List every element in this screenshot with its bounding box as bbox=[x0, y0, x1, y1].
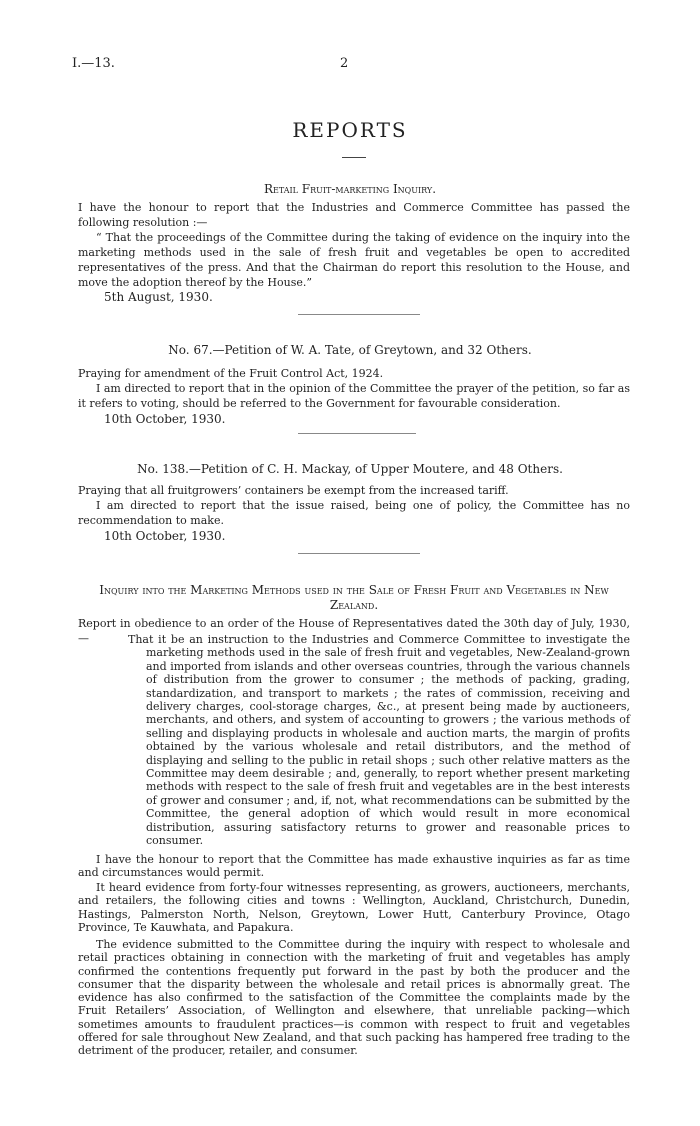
petition-67-date: 10th October, 1930. bbox=[104, 412, 226, 426]
retail-inquiry-quote: “ That the proceedings of the Committee during the taking of evidence on the inquiry into the marketing methods used in the sale of fresh fruit and vegetables be open to accredited representatives of the press. And that the Chairman do report this resolution to the House, and move the adoption thereof by the House.” bbox=[78, 231, 630, 289]
petition-138-heading: No. 138.—Petition of C. H. Mackay, of Upper Moutere, and 48 Others. bbox=[137, 462, 563, 476]
marketing-inquiry-report-line: Report in obedience to an order of the House of Representatives dated the 30th day of July, 1930,— bbox=[78, 617, 630, 645]
page-reference: I.—13. bbox=[72, 56, 115, 71]
section-divider bbox=[298, 553, 420, 554]
petition-138-date: 10th October, 1930. bbox=[104, 529, 226, 543]
petition-67-report: I am directed to report that in the opinion of the Committee the prayer of the petition, so far as it refers to voting, should be referred to the Government for favourable consideration. bbox=[78, 382, 630, 410]
retail-inquiry-heading: Retail Fruit-marketing Inquiry. bbox=[263, 182, 437, 196]
page-number: 2 bbox=[340, 56, 349, 71]
retail-inquiry-date: 5th August, 1930. bbox=[104, 290, 213, 304]
section-divider bbox=[298, 314, 420, 315]
petition-67-praying: Praying for amendment of the Fruit Control Act, 1924. bbox=[78, 367, 384, 380]
marketing-inquiry-para-2: It heard evidence from forty-four witnesses representing, as growers, auctioneers, merchants, and retailers, the following cities and towns : Wellington, Auckland, Christchurch, Dunedin, Hastings, Palmerston North, Nelson, Greytown, Lower Hutt, Canterbury Province, Otago Province, Te Kauwhata, and Papakura. bbox=[78, 881, 630, 934]
retail-inquiry-body: I have the honour to report that the Industries and Commerce Committee has passed the following resolution :— bbox=[78, 201, 630, 229]
marketing-inquiry-para-1: I have the honour to report that the Committee has made exhaustive inquiries as far as time and circumstances would permit. bbox=[78, 853, 630, 880]
marketing-inquiry-para-3: The evidence submitted to the Committee during the inquiry with respect to wholesale and retail practices obtaining in connection with the marketing of fruit and vegetables has amply confirmed the contentions frequently put forward in the past by both the producer and the consumer that the disparity between the wholesale and retail prices is abnormally great. The evidence has also confirmed to the satisfaction of the Committee the complaints made by the Fruit Retailers’ Association, of Wellington and elsewhere, that unreliable packing—which sometimes amounts to fraudulent practices—is common with respect to fruit and vegetables offered for sale throughout New Zealand, and that such packing has hampered free trading to the detriment of the producer, retailer, and consumer. bbox=[78, 938, 630, 1058]
page-title: REPORTS bbox=[292, 118, 408, 142]
marketing-inquiry-heading: Inquiry into the Marketing Methods used in the Sale of Fresh Fruit and Vegetables in New Zealand. bbox=[99, 583, 609, 612]
marketing-inquiry-instruction: That it be an instruction to the Industries and Commerce Committee to investigate the marketing methods used in the sale of fresh fruit and vegetables, New-Zealand-grown and imported from islands and other overseas countries, through the various channels of distribution from the grower to consumer ; the methods of packing, grading, standardization, and transport to markets ; the rates of commission, receiving and delivery charges, cool-storage charges, &c., at present being made by auctioneers, merchants, and others, and system of accounting to growers ; the various methods of selling and displaying products in wholesale and auction marts, the margin of profits obtained by the various wholesale and retail distributors, and the method of displaying and selling to the public in retail shops ; such other relative matters as the Committee may deem desirable ; and, generally, to report whether present marketing methods with respect to the sale of fresh fruit and vegetables are in the best interests of grower and consumer ; and, if, not, what recommendations can be submitted by the Committee, the general adoption of which would result in more economical distribution, assuring satisfactory returns to grower and reasonable prices to consumer. bbox=[128, 633, 630, 848]
section-divider bbox=[298, 433, 416, 434]
petition-138-praying: Praying that all fruitgrowers’ containers be exempt from the increased tariff. bbox=[78, 484, 509, 497]
petition-138-report: I am directed to report that the issue raised, being one of policy, the Committee has no recommendation to make. bbox=[78, 499, 630, 527]
title-rule bbox=[342, 157, 366, 158]
petition-67-heading: No. 67.—Petition of W. A. Tate, of Greytown, and 32 Others. bbox=[168, 343, 532, 357]
